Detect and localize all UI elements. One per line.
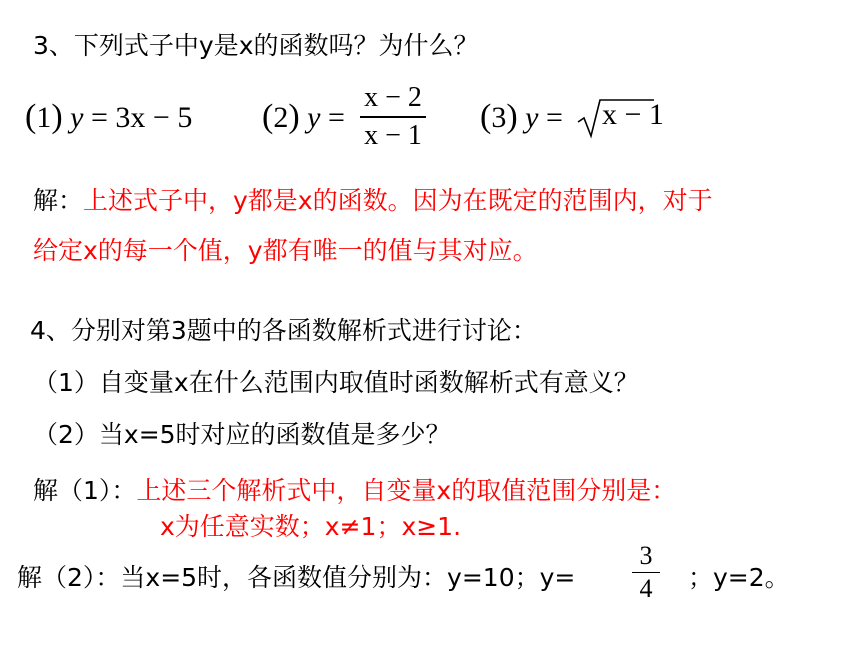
formula-1: (1) y = 3x − 5 xyxy=(25,98,193,135)
answer-prefix: 解： xyxy=(33,186,84,215)
q3-title: 3、下列式子中y是x的函数吗？为什么？ xyxy=(33,31,479,60)
formula-3-lhs: y xyxy=(525,101,539,134)
formula-3-eq: = xyxy=(545,101,563,134)
formula-1-rhs: 3x − 5 xyxy=(115,101,193,134)
answer-2-numerator: 3 xyxy=(639,541,653,570)
answer-2-fraction xyxy=(632,540,660,605)
formula-1-label: 1 xyxy=(36,101,52,134)
answer-1-prefix: 解（1）： xyxy=(33,476,137,505)
q4-answer-1-line-2: x为任意实数；x≠1；x≥1. xyxy=(160,512,462,541)
answer-text: 上述式子中，y都是x的函数。因为在既定的范围内，对于 xyxy=(83,186,713,215)
formula-1-lhs: y xyxy=(70,101,84,134)
answer-1-text: 上述三个解析式中，自变量x的取值范围分别是： xyxy=(136,476,677,505)
formula-2: (2) y = xyxy=(262,98,345,135)
q4-subquestion-1: （1）自变量x在什么范围内取值时函数解析式有意义？ xyxy=(33,368,639,397)
formula-3: (3) y = xyxy=(480,98,563,135)
q3-answer-line-1 xyxy=(33,186,713,216)
formula-1-eq: = xyxy=(90,101,108,134)
formula-2-denominator: x − 1 xyxy=(364,120,422,151)
formula-2-eq: = xyxy=(327,101,345,134)
q4-answer-2: 解（2）：当x=5时，各函数值分别为：y=10；y= xyxy=(17,563,576,592)
formula-3-label: 3 xyxy=(491,101,507,134)
q4-answer-2-tail: ；y=2。 xyxy=(688,563,790,592)
q4-title: 4、分别对第3题中的各函数解析式进行讨论： xyxy=(30,316,537,345)
formula-2-fraction xyxy=(360,80,426,154)
formula-3-radicand: x − 1 xyxy=(602,98,664,131)
answer-2-denominator: 4 xyxy=(639,574,653,603)
formula-2-numerator: x − 2 xyxy=(364,82,422,113)
formula-2-lhs: y xyxy=(307,101,321,134)
q3-answer-line-2: 给定x的每一个值，y都有唯一的值与其对应。 xyxy=(33,236,538,265)
q4-subquestion-2: （2）当x=5时对应的函数值是多少？ xyxy=(33,420,451,449)
q4-answer-1-line-1 xyxy=(33,476,676,506)
formula-2-label: 2 xyxy=(273,101,289,134)
